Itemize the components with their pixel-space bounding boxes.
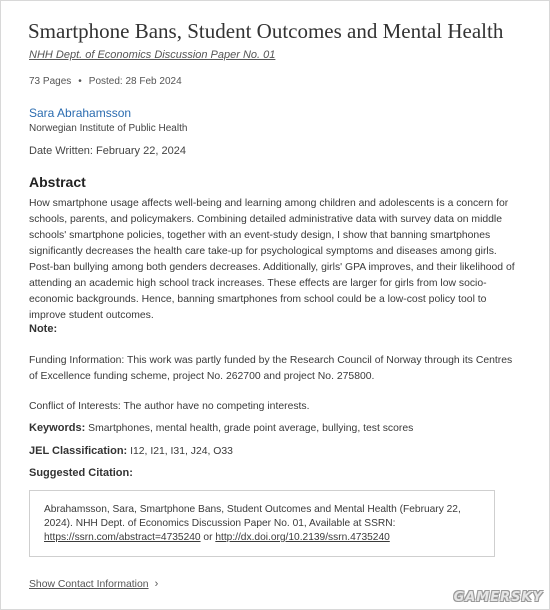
abstract-heading: Abstract (29, 174, 86, 190)
citation-or: or (203, 532, 213, 543)
abstract-text: How smartphone usage affects well-being and learning among children and adolescents is a concern for schools, parents, and policymakers. Combining detailed administrative data with survey data on middle schools' smartphone policies, together with an event-study design, I show that banning smartphones significantly decreases the health care take-up for psychological symptoms and diseases among girls. Post-ban bullying among both genders decreases. Additionally, girls' GPA improves, and their likelihood of attending an academic high school track increases. These effects are larger for girls from low socio-economic backgrounds. Hence, banning smartphones from school could be a low-cost policy tool to improve student outcomes. (29, 198, 515, 321)
paper-title: Smartphone Bans, Student Outcomes and Mental Health (28, 19, 504, 43)
watermark-logo: GAMERSKY (453, 590, 543, 605)
page-count: 73 Pages (29, 76, 72, 87)
citation-heading: Suggested Citation: (29, 467, 133, 479)
citation-box (29, 490, 495, 557)
contact-label: Show Contact Information (29, 579, 149, 590)
author-affiliation: Norwegian Institute of Public Health (29, 123, 188, 134)
jel-classification (29, 445, 233, 457)
separator-dot: • (78, 76, 82, 87)
keywords (29, 422, 413, 434)
note-heading: Note: (29, 323, 58, 335)
jel-value: I12, I21, I31, J24, O33 (130, 446, 233, 457)
doi-link[interactable]: http://dx.doi.org/10.2139/ssrn.4735240 (215, 532, 390, 543)
citation-text: Abrahamsson, Sara, Smartphone Bans, Student Outcomes and Mental Health (February 22, 2024). NHH Dept. of Economics Discussion Paper No. 01, Available at SSRN: (44, 504, 461, 529)
ssrn-abstract-link[interactable]: https://ssrn.com/abstract=4735240 (44, 532, 201, 543)
jel-label: JEL Classification: (29, 445, 128, 457)
posted-date: Posted: 28 Feb 2024 (88, 76, 182, 87)
keywords-label: Keywords: (29, 422, 86, 434)
conflict-of-interests: Conflict of Interests: The author have no competing interests. (29, 401, 310, 412)
date-written: Date Written: February 22, 2024 (29, 145, 186, 157)
funding-information: Funding Information: This work was partly funded by the Research Council of Norway through its Centres of Excellence funding scheme, project No. 262700 and project No. 275800. (29, 355, 513, 382)
show-contact-information-link[interactable] (29, 578, 158, 590)
keywords-value: Smartphones, mental health, grade point average, bullying, test scores (88, 423, 414, 434)
series-link[interactable]: NHH Dept. of Economics Discussion Paper No. 01 (29, 49, 276, 61)
paper-meta (29, 76, 182, 87)
chevron-right-icon: › (154, 578, 159, 590)
author-link[interactable]: Sara Abrahamsson (29, 106, 132, 120)
